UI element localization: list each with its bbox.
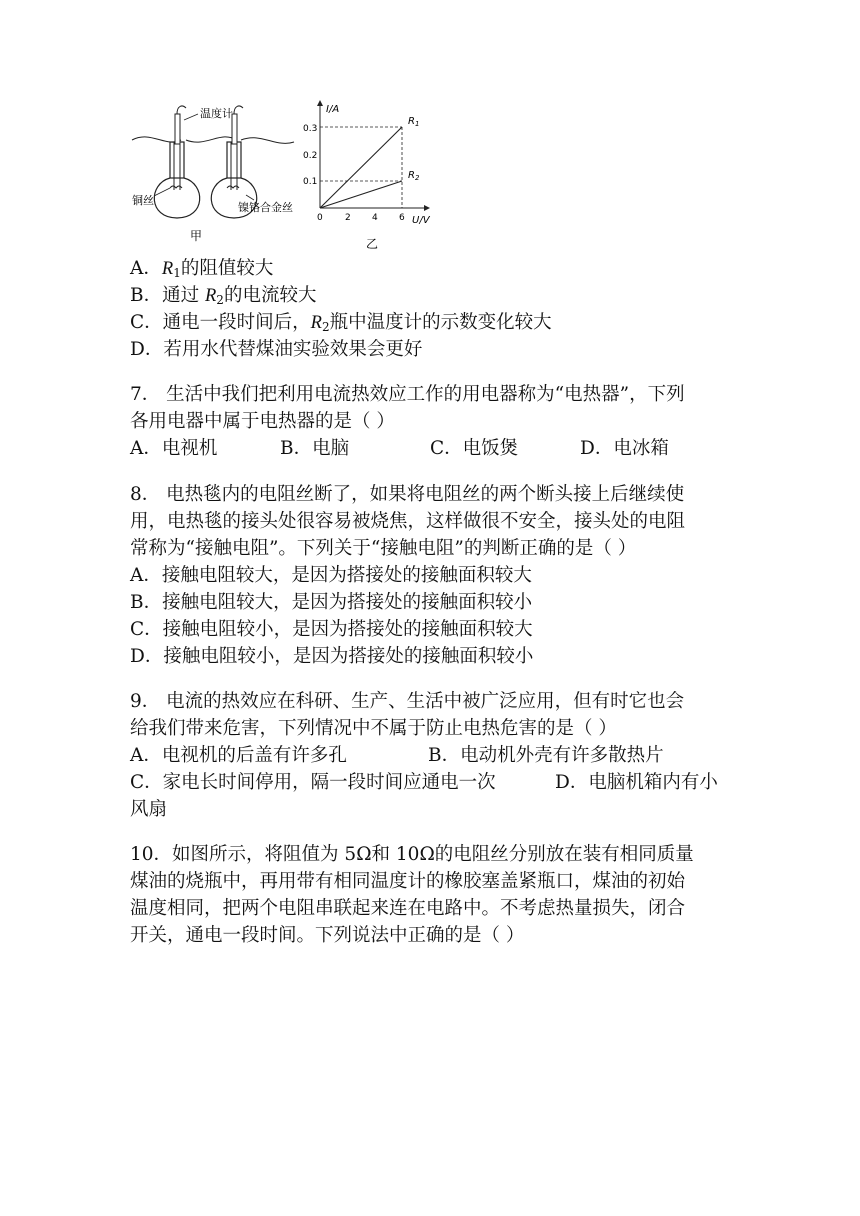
q9-stem-line2: 给我们带来危害，下列情况中不属于防止电热危害的是（ ）	[130, 718, 617, 739]
q10-stem-line4: 开关，通电一段时间。下列说法中正确的是（ ）	[130, 925, 525, 946]
q9-option-d: D．电脑机箱内有小	[555, 772, 718, 793]
y-tick-03: 0.3	[303, 124, 318, 134]
iu-graph	[303, 100, 431, 251]
x-tick-0: 0	[317, 213, 323, 223]
q7-stem-line1: 7． 生活中我们把利用电流热效应工作的用电器称为“电热器”，下列	[130, 384, 685, 405]
series-line-r2	[320, 181, 402, 208]
r1-label: $R_1$	[408, 116, 420, 128]
q6-option-a: A．$R_1$的阻值较大	[130, 258, 274, 280]
x-tick-4: 4	[372, 213, 378, 223]
q10-stem-line3: 温度相同，把两个电阻串联起来连在电路中。不考虑热量损失，闭合	[130, 898, 686, 919]
thermometer-label: 温度计	[200, 107, 233, 120]
q7-option-c: C．电饭煲	[430, 438, 519, 459]
flask-copper	[154, 106, 199, 218]
figure-yi-caption: 乙	[366, 237, 379, 251]
q10-stem-line2: 煤油的烧瓶中，再用带有相同温度计的橡胶塞盖紧瓶口，煤油的初始	[130, 871, 686, 892]
q7-option-a: A．电视机	[130, 438, 218, 459]
q9-option-b: B．电动机外壳有许多散热片	[428, 745, 664, 766]
x-tick-6: 6	[399, 213, 405, 223]
series-line-r1	[320, 127, 402, 208]
q10-stem-line1: 10．如图所示，将阻值为 5Ω和 10Ω的电阻丝分别放在装有相同质量	[130, 844, 694, 865]
y-tick-02: 0.2	[303, 151, 318, 161]
q9-stem-line1: 9． 电流的热效应在科研、生产、生活中被广泛应用，但有时它也会	[130, 691, 685, 712]
apparatus-diagram	[132, 106, 294, 243]
y-tick-01: 0.1	[303, 177, 318, 187]
nichrome-wire-label: 镍铬合金丝	[238, 201, 293, 214]
q7-stem-line2: 各用电器中属于电热器的是（ ）	[130, 411, 395, 432]
figure-jia-caption: 甲	[190, 229, 203, 243]
q7-option-d: D．电冰箱	[580, 438, 669, 459]
q6-option-c: C．通电一段时间后，$R_2$瓶中温度计的示数变化较大	[130, 312, 552, 334]
q6-option-b: B．通过 $R_2$的电流较大	[130, 285, 317, 307]
r2-label: $R_2$	[408, 170, 420, 182]
q6-option-d: D．若用水代替煤油实验效果会更好	[130, 339, 423, 360]
q8-option-b: B．接触电阻较大，是因为搭接处的接触面积较小	[130, 592, 533, 613]
q9-option-a: A．电视机的后盖有许多孔	[130, 745, 347, 766]
q8-option-d: D．接触电阻较小，是因为搭接处的接触面积较小	[130, 646, 534, 667]
experiment-figure	[126, 100, 446, 260]
copper-wire-label: 铜丝	[132, 194, 154, 207]
q8-option-a: A．接触电阻较大，是因为搭接处的接触面积较大	[130, 565, 532, 586]
q8-option-c: C．接触电阻较小，是因为搭接处的接触面积较大	[130, 619, 533, 640]
q7-option-b: B．电脑	[280, 438, 350, 459]
q8-stem-line1: 8． 电热毯内的电阻丝断了，如果将电阻丝的两个断头接上后继续使	[130, 484, 685, 505]
q9-option-c: C．家电长时间停用，隔一段时间应通电一次	[130, 772, 496, 793]
x-tick-2: 2	[345, 213, 351, 223]
y-axis-label: I/A	[326, 104, 340, 115]
x-axis-label: U/V	[412, 215, 430, 226]
q9-option-d-continued: 风扇	[130, 799, 168, 820]
q8-stem-line3: 常称为“接触电阻”。下列关于“接触电阻”的判断正确的是（ ）	[130, 538, 637, 559]
q8-stem-line2: 用，电热毯的接头处很容易被烧焦，这样做很不安全，接头处的电阻	[130, 511, 686, 532]
